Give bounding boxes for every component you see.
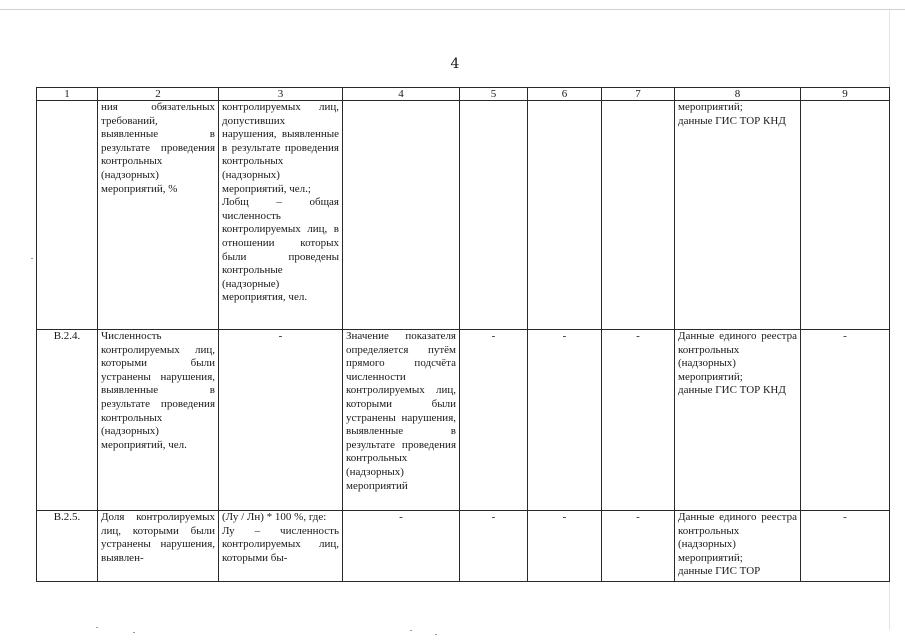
- table-row: [37, 101, 890, 330]
- table-cell: -: [460, 511, 528, 582]
- table-cell-method: [343, 101, 460, 330]
- table-cell-formula: (Лу / Лн) * 100 %, где: Лу – численность контролируемых лиц, которыми бы-: [219, 511, 343, 582]
- table-cell: -: [801, 511, 890, 582]
- table-cell: [602, 101, 675, 330]
- scan-edge-top: [0, 9, 905, 10]
- column-header: 9: [801, 88, 890, 101]
- scan-speck: [96, 627, 98, 628]
- table-cell-indicator: ния обязательных требований, выявленные в результате проведения контрольных (надзорных) мероприятий, %: [98, 101, 219, 330]
- table-cell: [801, 101, 890, 330]
- column-header: 2: [98, 88, 219, 101]
- column-header: 3: [219, 88, 343, 101]
- table-row: [37, 511, 890, 582]
- table-cell-source: Данные единого реестра контрольных (надзорных) мероприятий; данные ГИС ТОР КНД: [675, 330, 801, 511]
- scan-speck: [133, 632, 135, 633]
- table-row: [37, 330, 890, 511]
- table-cell: -: [602, 511, 675, 582]
- column-header: 8: [675, 88, 801, 101]
- table-cell-source: мероприятий; данные ГИС ТОР КНД: [675, 101, 801, 330]
- table-cell: -: [801, 330, 890, 511]
- column-header: 4: [343, 88, 460, 101]
- table-cell-indicator: Доля контролируемых лиц, которыми были устранены нарушения, выявлен-: [98, 511, 219, 582]
- table-cell-code: В.2.5.: [37, 511, 98, 582]
- table-cell-source: Данные единого реестра контрольных (надзорных) мероприятий; данные ГИС ТОР: [675, 511, 801, 582]
- table-cell-formula: -: [219, 330, 343, 511]
- column-header: 5: [460, 88, 528, 101]
- page-number: 4: [450, 56, 460, 72]
- indicator-table: [36, 87, 890, 582]
- table-cell-method: Значение показателя определяется путём прямого подсчёта численности контролируемых лиц, которыми были устранены нарушения, выявленные в результате проведения контрольных (надзорных) мероприятий: [343, 330, 460, 511]
- table-cell: [460, 101, 528, 330]
- table-cell: -: [528, 511, 602, 582]
- table-cell-formula: контролируемых лиц, допустивших нарушения, выявленные в результате проведения контрольных (надзорных) мероприятий, чел.; Лобщ – общая численность контролируемых лиц, в отношении которых были проведены контрольные (надзорные) мероприятия, чел.: [219, 101, 343, 330]
- column-header: 1: [37, 88, 98, 101]
- table-cell-code: [37, 101, 98, 330]
- scan-speck: [435, 634, 437, 635]
- table-cell: [528, 101, 602, 330]
- table-cell: -: [602, 330, 675, 511]
- table-header-row: [37, 88, 890, 101]
- table-cell: -: [528, 330, 602, 511]
- table-cell-indicator: Численность контролируемых лиц, которыми были устранены нарушения, выявленные в результате проведения контрольных (надзорных) мероприятий, чел.: [98, 330, 219, 511]
- column-header: 6: [528, 88, 602, 101]
- column-header: 7: [602, 88, 675, 101]
- scan-speck: [31, 258, 33, 259]
- table-cell-code: В.2.4.: [37, 330, 98, 511]
- scan-speck: [410, 630, 412, 631]
- table-cell: -: [460, 330, 528, 511]
- table-cell-method: -: [343, 511, 460, 582]
